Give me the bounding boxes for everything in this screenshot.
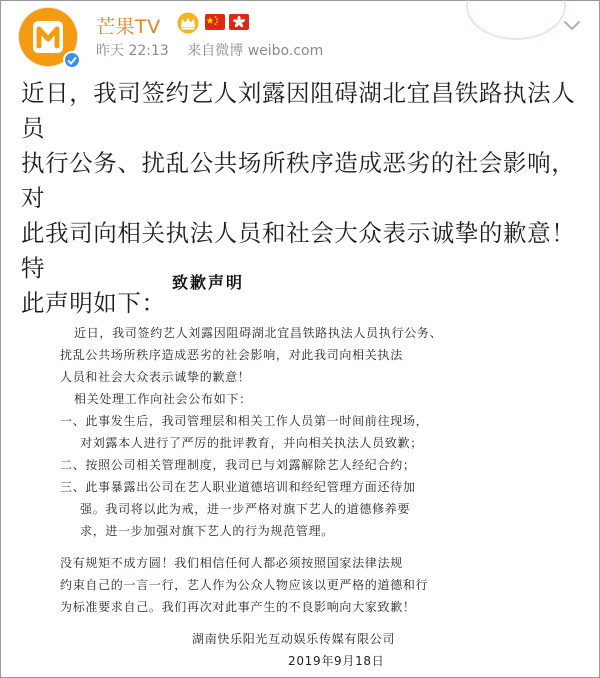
document-line: 求，进一步加强对旗下艺人的行为规范管理。 [80, 524, 335, 538]
document-line: 二、按照公司相关管理制度，我司已与刘露解除艺人经纪合约； [60, 458, 416, 472]
document-line: 相关处理工作向社会公布如下： [74, 392, 252, 406]
document-line: 强。我司将以此为戒，进一步严格对旗下艺人的道德修养要 [80, 502, 411, 516]
china-flag-icon [205, 12, 225, 32]
post-header [0, 0, 600, 74]
post-source[interactable]: 来自微博 weibo.com [187, 43, 324, 59]
document-line: 三、此事暴露出公司在艺人职业道德培训和经纪管理方面还待加 [60, 480, 416, 494]
document-line: 为标准要求自己。我们再次对此事产生的不良影响向大家致歉！ [60, 600, 416, 614]
document-title: 致歉声明 [171, 273, 244, 292]
verified-badge-icon [63, 51, 81, 69]
crown-icon [176, 12, 200, 34]
post-meta [96, 40, 337, 60]
document-line: 扰乱公共场所秩序造成恶劣的社会影响，对此我司向相关执法 [60, 348, 403, 362]
decorative-stamp [466, 0, 566, 40]
document-line: 对刘露本人进行了严厉的批评教育，并向相关执法人员致歉； [80, 436, 423, 450]
document-line: 约束自己的一言一行，艺人作为公众人物应该以更严格的道德和行 [60, 578, 429, 592]
document-date: 2019年9月18日 [288, 654, 385, 668]
post-text-line: 近日，我司签约艺人刘露因阻碍湖北宜昌铁路执法人员 [21, 79, 576, 142]
chevron-down-icon[interactable] [561, 14, 583, 36]
document-line: 人员和社会大众表示诚挚的歉意！ [60, 370, 251, 384]
hongkong-flag-icon [229, 12, 249, 32]
document-signature: 湖南快乐阳光互动娱乐传媒有限公司 [192, 632, 396, 646]
document-line: 没有规矩不成方圆！我们相信任何人都必须按照国家法律法规 [60, 556, 403, 570]
apology-statement-image[interactable] [0, 228, 600, 678]
document-line: 一、此事发生后，我司管理层和相关工作人员第一时间前往现场， [60, 414, 429, 428]
post-text-line: 此我司向相关执法人员和社会大众表示诚挚的歉意！特 [21, 219, 576, 282]
post-text-line: 此声明如下： [21, 289, 166, 317]
account-name[interactable]: 芒果TV [96, 16, 161, 38]
post-time: 昨天 22:13 [96, 43, 169, 59]
post-text-line: 执行公务、扰乱公共场所秩序造成恶劣的社会影响，对 [21, 149, 576, 212]
document-line: 近日，我司签约艺人刘露因阻碍湖北宜昌铁路执法人员执行公务、 [74, 326, 443, 340]
